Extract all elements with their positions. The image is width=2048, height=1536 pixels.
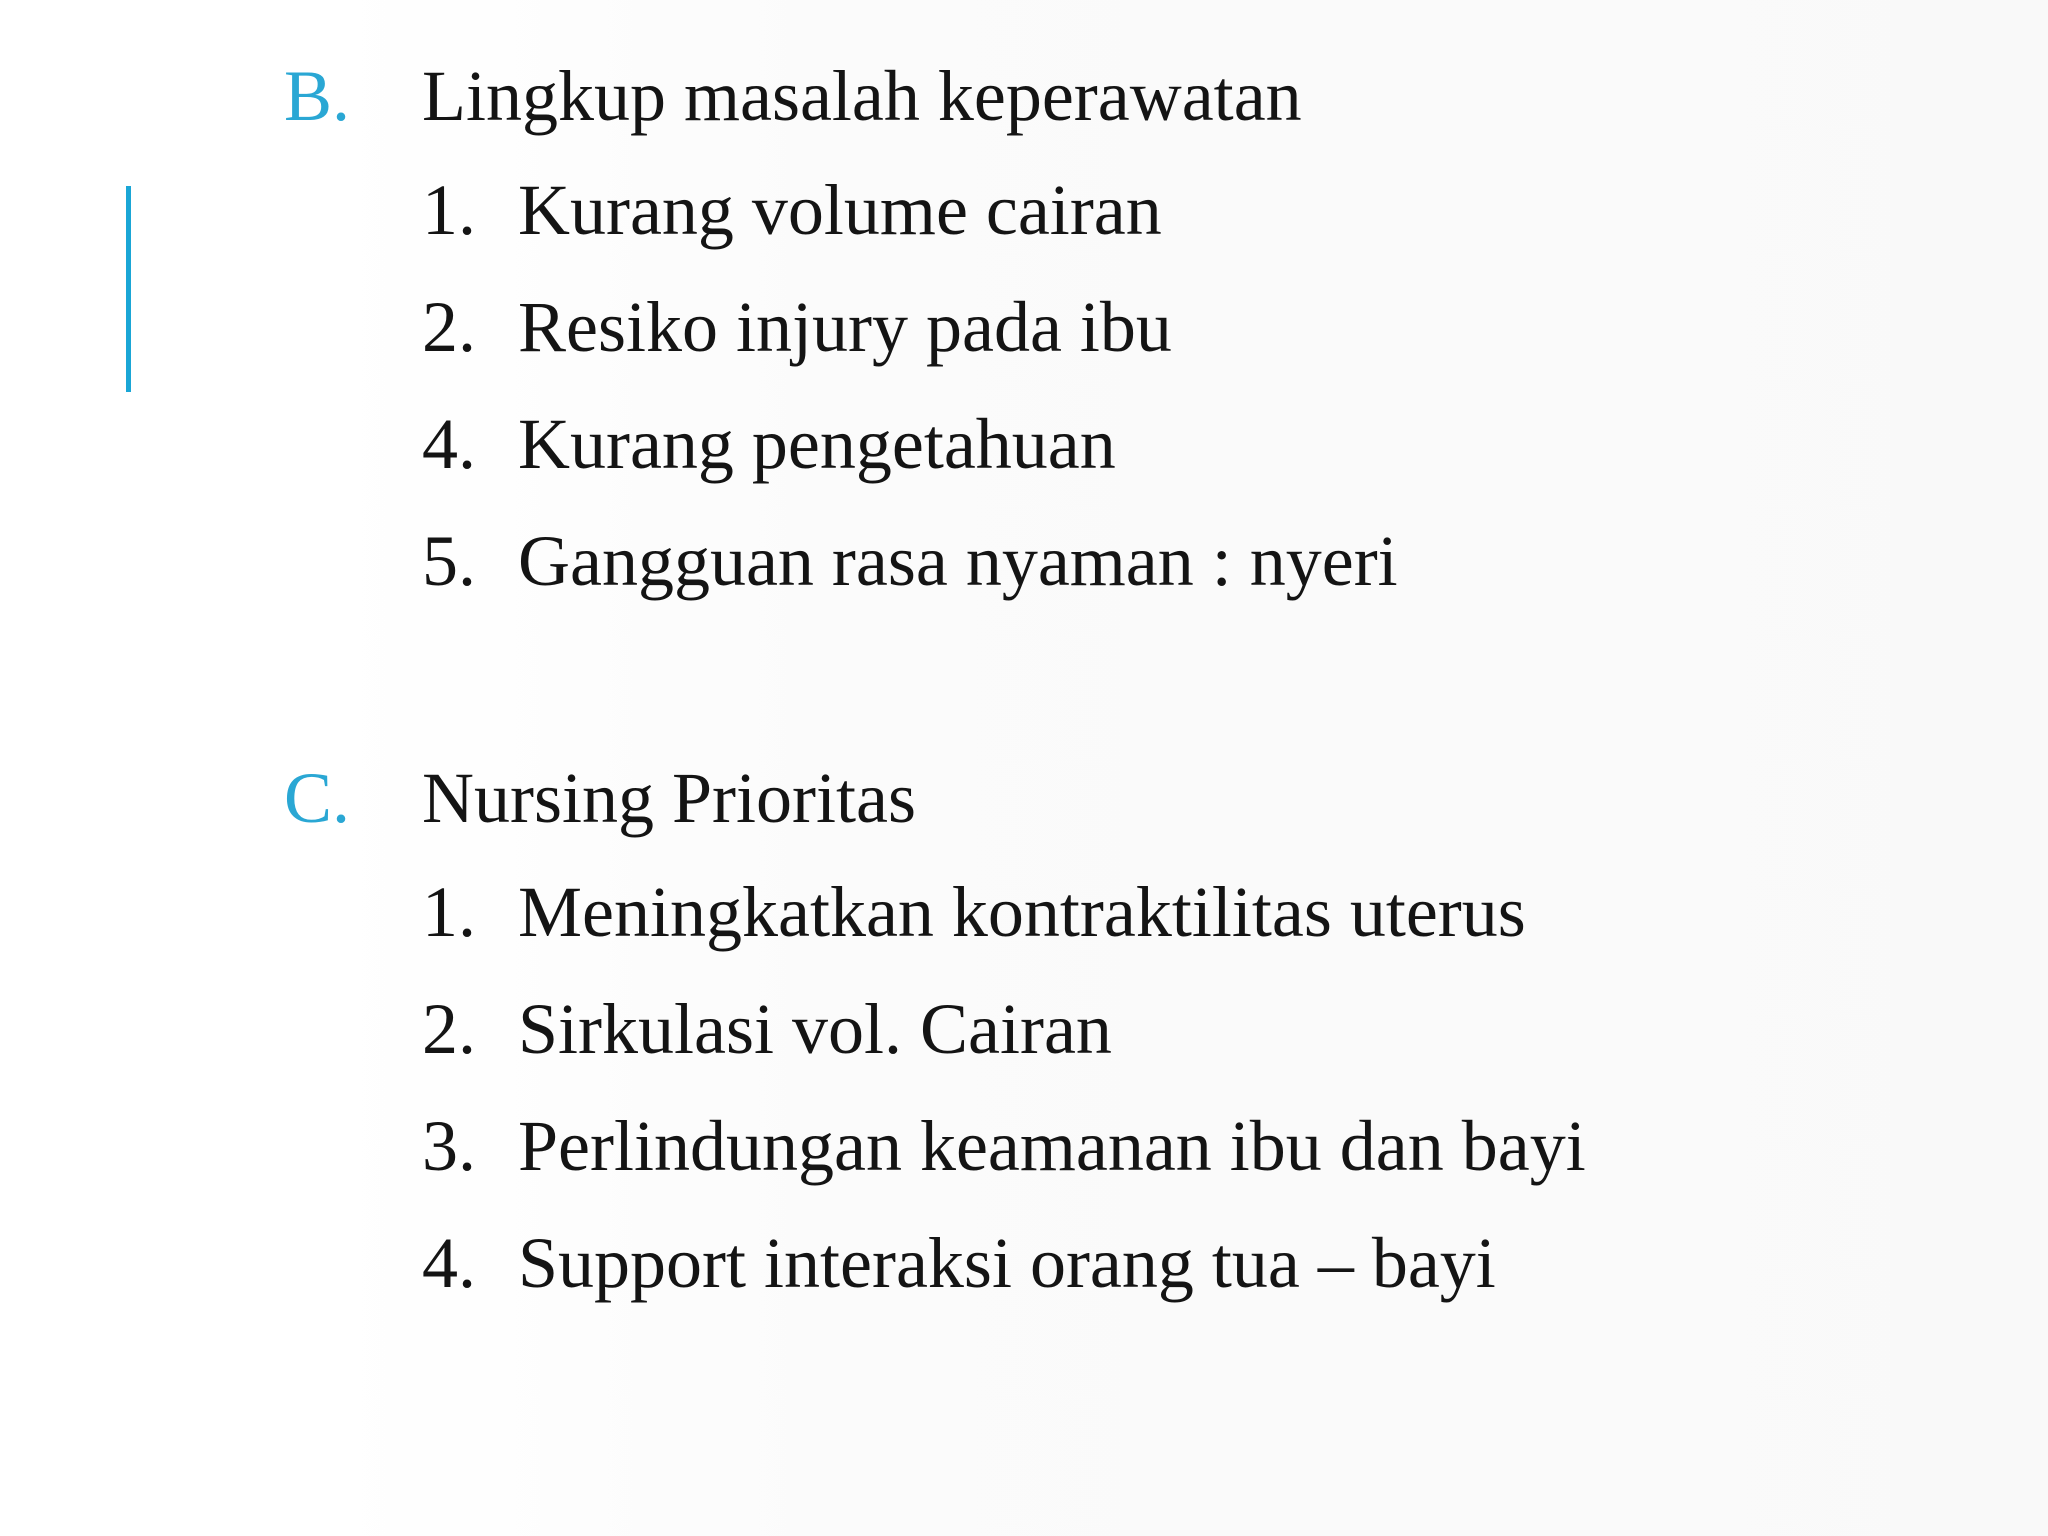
item-list (0, 846, 2048, 1314)
section-heading: Nursing Prioritas (422, 758, 916, 838)
item-number: 4. (422, 404, 476, 484)
item-text: Resiko injury pada ibu (518, 287, 1172, 367)
item-text: Support interaksi orang tua – bayi (518, 1223, 1496, 1303)
item-text: Gangguan rasa nyaman : nyeri (518, 521, 1398, 601)
item-text: Sirkulasi vol. Cairan (518, 989, 1112, 1069)
list-item (0, 1197, 2048, 1314)
item-text: Perlindungan keamanan ibu dan bayi (518, 1106, 1586, 1186)
item-number: 1. (422, 872, 476, 952)
list-item (0, 846, 2048, 963)
item-number: 3. (422, 1106, 476, 1186)
section-heading-row (0, 48, 2048, 144)
list-item (0, 144, 2048, 261)
list-item (0, 495, 2048, 612)
section-letter: C. (284, 758, 351, 838)
section-heading: Lingkup masalah keperawatan (422, 56, 1302, 136)
list-item (0, 1080, 2048, 1197)
list-item (0, 963, 2048, 1080)
item-text: Meningkatkan kontraktilitas uterus (518, 872, 1526, 952)
section-c (0, 750, 2048, 1314)
list-item (0, 378, 2048, 495)
item-text: Kurang volume cairan (518, 170, 1162, 250)
item-number: 2. (422, 989, 476, 1069)
item-list (0, 144, 2048, 612)
list-item (0, 261, 2048, 378)
item-number: 2. (422, 287, 476, 367)
section-heading-row (0, 750, 2048, 846)
section-letter: B. (284, 56, 351, 136)
item-text: Kurang pengetahuan (518, 404, 1116, 484)
item-number: 5. (422, 521, 476, 601)
item-number: 4. (422, 1223, 476, 1303)
section-b (0, 48, 2048, 612)
item-number: 1. (422, 170, 476, 250)
